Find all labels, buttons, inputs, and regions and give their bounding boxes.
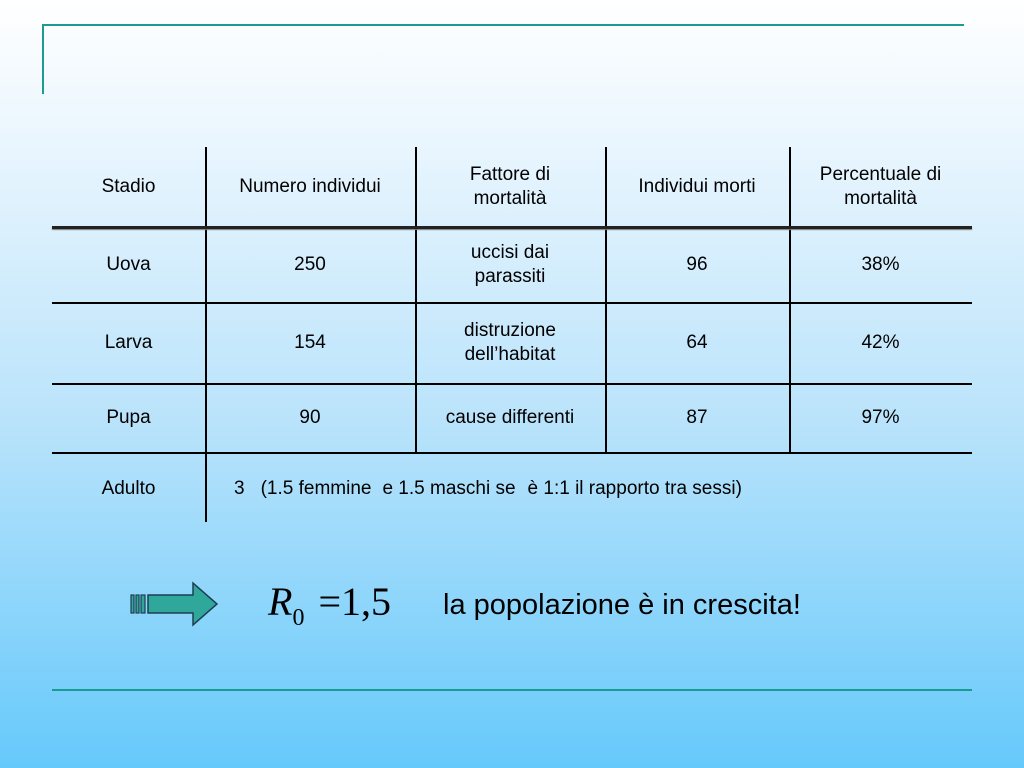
table-cell: 96: [686, 253, 708, 275]
frame-top-line: [42, 24, 964, 26]
header-percentuale-mortalita: Percentuale di mortalità: [819, 164, 942, 209]
formula-equals: =: [318, 579, 341, 624]
row-divider: [52, 383, 972, 385]
column-divider: [605, 147, 607, 453]
table-cell: Uova: [106, 253, 151, 275]
mortality-table: [52, 147, 972, 522]
table-cell: 38%: [861, 253, 900, 275]
adult-note-part2: e 1.5 maschi se: [382, 478, 516, 499]
row-divider: [52, 302, 972, 304]
row-divider: [52, 452, 972, 454]
adult-count: 3: [234, 478, 245, 499]
table-cell: 90: [299, 407, 321, 428]
formula-value: 1,5: [341, 579, 391, 624]
column-divider: [205, 147, 207, 522]
header-numero-individui: Numero individui: [239, 176, 381, 197]
table-cell: 42%: [861, 331, 900, 353]
header-fattore-mortalita: Fattore di mortalità: [469, 164, 551, 209]
r0-formula: [268, 580, 391, 630]
table-cell: uccisi dai parassiti: [470, 241, 550, 287]
adult-note: [234, 477, 742, 501]
adult-note-part3: è 1:1 il rapporto tra sessi): [527, 478, 742, 499]
table-cell: distruzione dell’habitat: [464, 319, 556, 365]
frame-bottom-line: [52, 689, 972, 691]
adult-stage-cell: Adulto: [101, 478, 156, 499]
conclusion-text: la popolazione è in crescita!: [443, 589, 801, 621]
table-cell: 97%: [861, 407, 900, 428]
header-divider: [52, 226, 972, 229]
header-individui-morti: Individui morti: [638, 176, 756, 197]
frame-left-line: [42, 24, 44, 94]
result-row: [0, 574, 1024, 634]
formula-subscript: 0: [292, 605, 305, 631]
adult-note-part1: (1.5 femmine: [260, 478, 372, 499]
formula-symbol: R: [268, 579, 293, 624]
table-cell: 154: [294, 331, 326, 353]
column-divider: [415, 147, 417, 453]
table-cell: 64: [686, 331, 708, 353]
table-cell: Larva: [104, 331, 153, 353]
arrow-right-icon: [130, 580, 220, 628]
column-divider: [789, 147, 791, 453]
table-cell: cause differenti: [445, 407, 575, 428]
table-cell: Pupa: [106, 407, 151, 428]
header-stadio: Stadio: [101, 176, 156, 197]
table-cell: 87: [686, 407, 708, 428]
table-cell: 250: [294, 253, 326, 275]
